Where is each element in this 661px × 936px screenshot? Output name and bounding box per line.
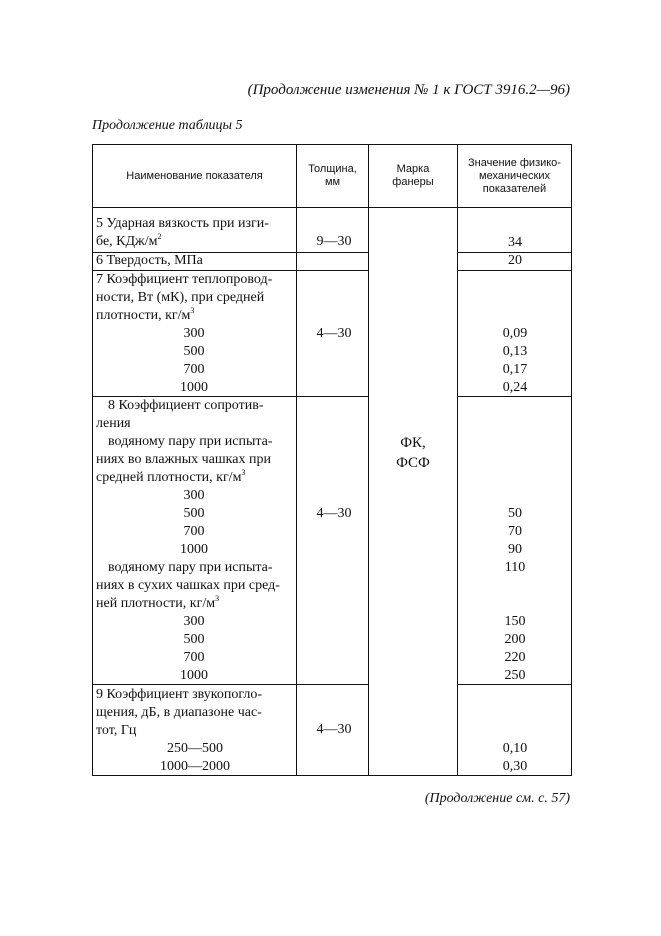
page-footer: (Продолжение см. с. 57) bbox=[424, 791, 570, 806]
column-header-name: Наименование показателя bbox=[126, 169, 263, 182]
row7-value: 0,17 bbox=[502, 362, 528, 377]
row8-wet-value: 50 bbox=[508, 506, 522, 521]
row7-name-line-2: ности, Вт (мК), при средней bbox=[96, 290, 265, 305]
row8-wet-value: 90 bbox=[508, 542, 522, 557]
row8-name-line-2: ления bbox=[96, 416, 131, 431]
row9-frequency: 250—500 bbox=[167, 741, 223, 756]
row5-name-line-2: бе, КДж/$м^2$ bbox=[96, 232, 162, 249]
row8-dry-density: 500 bbox=[183, 632, 205, 647]
row7-density: 1000 bbox=[180, 380, 208, 395]
column-header-thickness: Толщина, мм bbox=[308, 163, 357, 188]
header-divider bbox=[92, 207, 572, 208]
row8-dry-density: 1000 bbox=[180, 668, 208, 683]
row8-dry-line-3: ней плотности, $кг/м^3$ bbox=[96, 594, 220, 611]
row7-density: 500 bbox=[183, 344, 205, 359]
row8-dry-value: 200 bbox=[504, 632, 526, 647]
column-divider-1 bbox=[296, 144, 297, 776]
row8-wet-density: 300 bbox=[183, 488, 205, 503]
plywood-brand-line-2: ФСФ bbox=[396, 455, 430, 471]
row8-wet-density: 700 bbox=[183, 524, 205, 539]
row8-dry-value: 150 bbox=[504, 614, 526, 629]
table-border-left bbox=[92, 144, 93, 776]
row7-value: 0,09 bbox=[502, 326, 528, 341]
page-header: (Продолжение изменения № 1 к ГОСТ 3916.2—96) bbox=[247, 82, 570, 98]
row8-wet-value: 70 bbox=[508, 524, 522, 539]
row7-name-line-3: плотности, $кг/м^3$ bbox=[96, 306, 195, 323]
row9-value: 0,30 bbox=[502, 759, 528, 774]
row6-name: 6 Твердость, МПа bbox=[96, 253, 203, 268]
row7-name-line-1: 7 Коэффициент теплопровод- bbox=[96, 272, 273, 287]
row8-wet-line-1: водяному пару при испыта- bbox=[108, 434, 273, 449]
row9-name-line-2: щения, дБ, в диапазоне час- bbox=[96, 705, 262, 720]
row8-dry-value: 250 bbox=[504, 668, 526, 683]
row9-thickness: 4—30 bbox=[316, 722, 352, 737]
row7-value: 0,24 bbox=[502, 380, 528, 395]
row7-density: 700 bbox=[183, 362, 205, 377]
row8-dry-line-2: ниях в сухих чашках при сред- bbox=[96, 578, 280, 593]
row8-dry-value: 220 bbox=[504, 650, 526, 665]
row-divider-6-7b bbox=[457, 270, 572, 271]
row8-dry-line-1: водяному пару при испыта- bbox=[108, 560, 273, 575]
row9-name-line-3: тот, Гц bbox=[96, 723, 137, 738]
column-header-brand: Марка фанеры bbox=[392, 163, 434, 188]
plywood-brand-line-1: ФК, bbox=[400, 435, 426, 451]
row8-wet-density: 1000 bbox=[180, 542, 208, 557]
row-divider-8-9a bbox=[92, 684, 369, 685]
row8-thickness: 4—30 bbox=[316, 506, 352, 521]
row9-frequency: 1000—2000 bbox=[160, 759, 230, 774]
row8-name-line-1: 8 Коэффициент сопротив- bbox=[108, 398, 264, 413]
row8-dry-general-value: 110 bbox=[504, 560, 526, 575]
row8-wet-line-3: средней плотности, $кг/м^3$ bbox=[96, 468, 246, 485]
row9-value: 0,10 bbox=[502, 741, 528, 756]
row7-thickness: 4—30 bbox=[316, 326, 352, 341]
table-caption: Продолжение таблицы 5 bbox=[92, 118, 243, 133]
row7-value: 0,13 bbox=[502, 344, 528, 359]
row7-density: 300 bbox=[183, 326, 205, 341]
row8-wet-line-2: ниях во влажных чашках при bbox=[96, 452, 271, 467]
row8-wet-density: 500 bbox=[183, 506, 205, 521]
row5-thickness: 9—30 bbox=[316, 234, 352, 249]
row5-name-line-1: 5 Ударная вязкость при изги- bbox=[96, 216, 269, 231]
row5-value: 34 bbox=[508, 235, 522, 250]
column-header-value: Значение физико-механических показателей bbox=[468, 156, 561, 195]
row6-value: 20 bbox=[508, 253, 522, 268]
row8-dry-density: 300 bbox=[183, 614, 205, 629]
row9-name-line-1: 9 Коэффициент звукопогло- bbox=[96, 687, 263, 702]
row8-dry-density: 700 bbox=[183, 650, 205, 665]
